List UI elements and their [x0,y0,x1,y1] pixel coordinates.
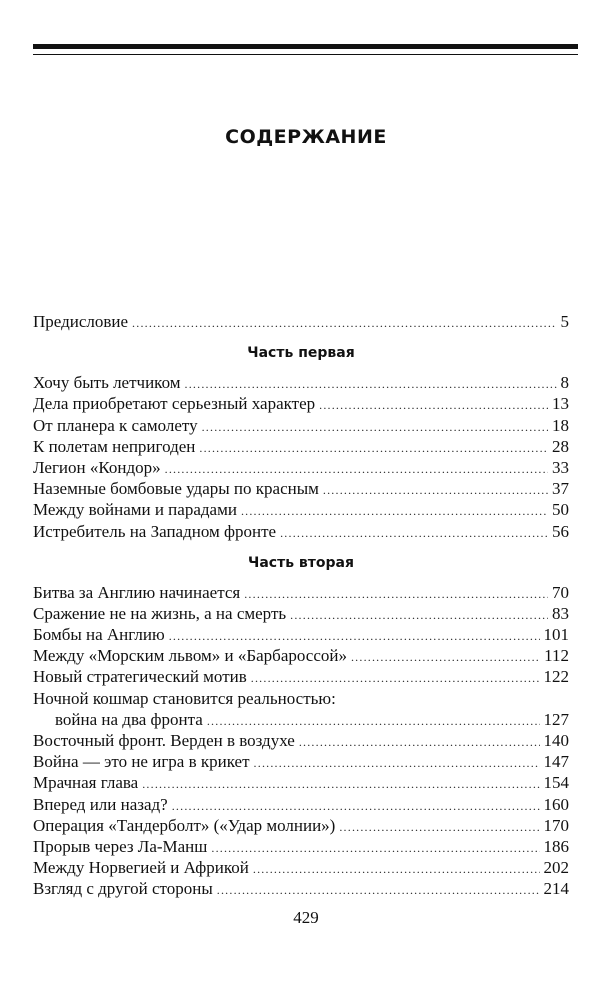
toc-entry-title: Восточный фронт. Верден в воздухе [33,731,295,750]
toc-entry [33,730,569,751]
toc-entry-title: Предисловие [33,312,129,331]
toc-leader-dots [299,732,540,753]
toc-entry-title: Легион «Кондор» [33,457,161,477]
toc-leader-dots [319,395,548,416]
part-one-heading: Часть первая [247,345,355,362]
toc-leader-dots [132,313,556,334]
toc-entry-title: Новый стратегический мотив [33,667,247,687]
toc-entry-page: 13 [552,394,569,414]
toc-entry [33,372,569,393]
toc-entry-page: 202 [543,858,569,878]
toc-leader-dots [253,859,540,880]
toc-entry-page: 112 [544,646,569,666]
toc-entry-page: 5 [560,312,569,331]
toc-entry-page: 154 [543,773,569,793]
toc-leader-dots [241,501,548,522]
toc-entry-page: 122 [543,667,569,687]
toc-entry-title: Хочу быть летчиком [33,373,181,393]
toc-entry [33,836,569,857]
toc-entry-title: Вперед или назад? [33,794,168,814]
toc-entry-page: 50 [552,500,569,520]
page-title: СОДЕРЖАНИЕ [225,126,387,148]
toc-leader-dots [142,774,539,795]
toc-entry [33,645,569,666]
toc-entry-continuation [33,709,569,730]
toc-entry [33,815,569,836]
toc-leader-dots [351,647,540,668]
toc-leader-dots [211,838,539,859]
toc-entry-page: 37 [552,479,569,499]
toc-entry [33,478,569,499]
toc-leader-dots [199,438,548,459]
header-rule-thin [33,54,578,55]
toc-leader-dots [207,711,540,732]
toc-entry-page: 8 [560,373,569,393]
toc-leader-dots [280,523,548,544]
toc-leader-dots [202,417,548,438]
toc-entry [33,794,569,815]
toc-entry-title: Мрачная глава [33,773,139,793]
toc-entry-title: Битва за Англию начинается [33,582,241,602]
toc-entry-page: 214 [543,879,569,899]
table-of-contents [33,311,569,900]
toc-entry-title: От планера к самолету [33,415,198,435]
toc-entry-title: Прорыв через Ла-Манш [33,836,208,856]
toc-leader-dots [339,817,539,838]
toc-entry-page: 147 [543,752,569,772]
toc-leader-dots [217,880,540,901]
header-rule-thick [33,44,578,49]
toc-entry [33,436,569,457]
toc-entry [33,772,569,793]
toc-leader-dots [165,459,548,480]
toc-entry-title: Дела приобретают серьезный характер [33,394,316,414]
toc-entry-title: К полетам непригоден [33,436,196,456]
toc-leader-dots [244,584,548,605]
toc-entry-page: 127 [543,709,569,729]
toc-entry [33,499,569,520]
toc-entry-title: Между Норвегией и Африкой [33,858,249,878]
toc-entry-title: Между войнами и парадами [33,500,237,520]
toc-entry [33,582,569,603]
toc-entry-page: 170 [543,815,569,835]
toc-entry-title: Бомбы на Англию [33,625,165,645]
part-two-heading: Часть вторая [248,554,354,571]
toc-entry-title: Ночной кошмар становится реальностью: [33,688,336,708]
toc-entry-page: 18 [552,415,569,435]
toc-entry-title: Война — это не игра в крикет [33,752,250,772]
toc-entry [33,624,569,645]
toc-entry [33,878,569,899]
toc-leader-dots [290,605,548,626]
toc-entry-title: Операция «Тандерболт» («Удар молнии») [33,815,336,835]
toc-entry-title: Между «Морским львом» и «Барбароссой» [33,646,347,666]
toc-leader-dots [172,796,540,817]
toc-entry [33,666,569,687]
toc-leader-dots [169,626,540,647]
toc-entry-title: Взгляд с другой стороны [33,879,213,899]
page-number: 429 [293,908,319,927]
toc-entry-page: 28 [552,436,569,456]
toc-entry-page: 140 [543,731,569,750]
toc-leader-dots [251,668,540,689]
toc-entry [33,857,569,878]
toc-entry [33,415,569,436]
toc-leader-dots [323,480,548,501]
toc-entry-title: Сражение не на жизнь, а на смерть [33,603,287,623]
toc-entry [33,457,569,478]
toc-entry-title: Истребитель на Западном фронте [33,521,277,541]
toc-entry [33,751,569,772]
toc-entry-page: 56 [552,521,569,541]
toc-leader-dots [185,374,557,395]
toc-entry [33,521,569,542]
toc-entry [33,393,569,414]
toc-entry-page: 33 [552,457,569,477]
toc-entry-title: Наземные бомбовые удары по красным [33,479,319,499]
toc-entry-page: 101 [543,625,569,645]
toc-entry-title: война на два фронта [55,709,203,729]
toc-entry-page: 160 [543,794,569,814]
toc-entry-page: 70 [552,582,569,602]
toc-entry-heading-line [33,688,569,709]
toc-entry [33,603,569,624]
toc-leader-dots [254,753,540,774]
toc-entry-preface [33,311,569,332]
toc-entry-page: 83 [552,603,569,623]
toc-entry-page: 186 [543,836,569,856]
